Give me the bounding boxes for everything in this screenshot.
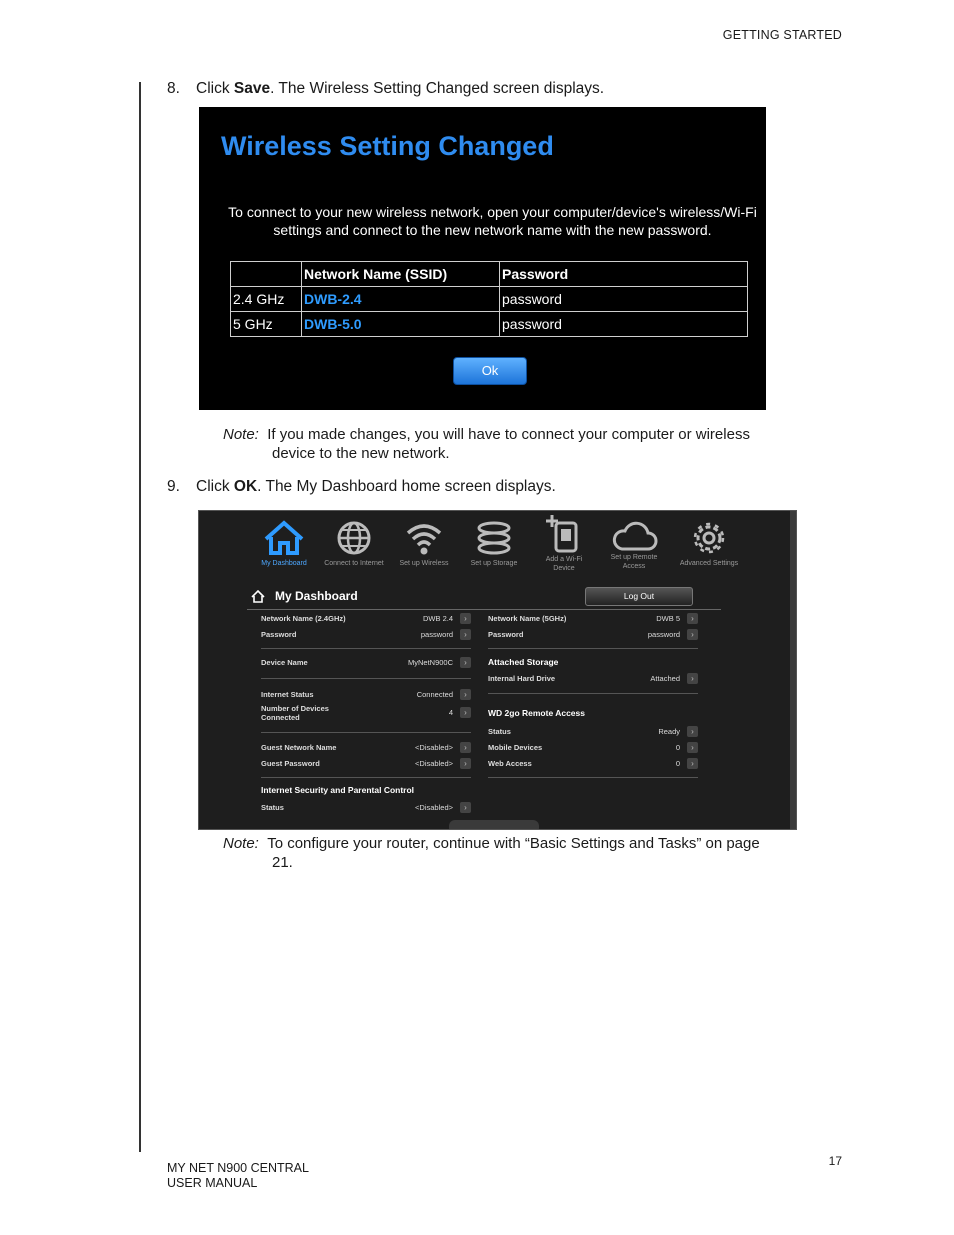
advanced-tab-partial [449, 820, 539, 830]
row-number-devices[interactable]: Number of Devices Connected 4 › [261, 704, 471, 724]
row-internet-status[interactable]: Internet Status Connected › [261, 690, 471, 702]
row-guest-password[interactable]: Guest Password <Disabled> › [261, 759, 471, 771]
wifi-icon [402, 519, 446, 557]
row-remote-status[interactable]: Status Ready › [488, 727, 698, 739]
row-password-24[interactable]: Password password › [261, 630, 471, 642]
footer-title: MY NET N900 CENTRAL USER MANUAL [167, 1161, 309, 1190]
chevron-right-icon: › [687, 613, 698, 624]
chevron-right-icon: › [687, 758, 698, 769]
note-2: Note: To configure your router, continue with “Basic Settings and Tasks” on page 21. [223, 835, 760, 871]
chevron-right-icon: › [687, 629, 698, 640]
logout-button[interactable]: Log Out [585, 587, 693, 606]
nav-setup-storage[interactable]: Set up Storage [459, 519, 529, 568]
dashboard-screen [198, 510, 797, 830]
row-network-24[interactable]: Network Name (2.4GHz) DWB 2.4 › [261, 614, 471, 626]
main-nav [249, 519, 739, 579]
row-internal-hard-drive[interactable]: Internal Hard Drive Attached › [488, 674, 698, 686]
note-1: Note: If you made changes, you will have to connect your computer or wireless device to the new network. [223, 426, 750, 462]
chevron-right-icon: › [687, 726, 698, 737]
gear-icon [687, 519, 731, 557]
chevron-right-icon: › [460, 629, 471, 640]
internet-security-title: Internet Security and Parental Control [261, 785, 415, 795]
chevron-right-icon: › [460, 689, 471, 700]
table-row: 5 GHz DWB-5.0 password [231, 312, 748, 337]
wd2go-title: WD 2go Remote Access [488, 708, 585, 718]
step-9: 9. Click OK. The My Dashboard home screen displays. [167, 478, 556, 495]
table-row: 2.4 GHz DWB-2.4 password [231, 287, 748, 312]
nav-advanced-settings[interactable]: Advanced Settings [669, 519, 749, 568]
wireless-setting-changed-screen [199, 107, 766, 410]
margin-rule [139, 82, 141, 1152]
nav-connect-internet[interactable]: Connect to Internet [319, 519, 389, 568]
row-security-status[interactable]: Status <Disabled> › [261, 803, 471, 815]
row-network-5[interactable]: Network Name (5GHz) DWB 5 › [488, 614, 698, 626]
row-mobile-devices[interactable]: Mobile Devices 0 › [488, 743, 698, 755]
chevron-right-icon: › [460, 657, 471, 668]
cloud-icon [610, 519, 658, 557]
nav-my-dashboard[interactable]: My Dashboard [249, 519, 319, 568]
globe-icon [332, 519, 376, 557]
home-small-icon [251, 590, 265, 603]
chevron-right-icon: › [460, 707, 471, 718]
running-header: GETTING STARTED [722, 28, 842, 42]
chevron-right-icon: › [460, 758, 471, 769]
step-8: 8. Click Save. The Wireless Setting Changed screen displays. [167, 80, 605, 97]
chevron-right-icon: › [460, 742, 471, 753]
attached-storage-title: Attached Storage [488, 657, 559, 667]
page-number: 17 [828, 1154, 842, 1168]
nav-add-wifi-device[interactable]: Add a Wi-Fi Device [529, 513, 599, 573]
row-web-access[interactable]: Web Access 0 › [488, 759, 698, 771]
nav-setup-wireless[interactable]: Set up Wireless [389, 519, 459, 568]
screen-message: To connect to your new wireless network, open your computer/device's wireless/Wi-Fi settings and connect to the new network name with the new password. [228, 204, 757, 238]
dashboard-title: My Dashboard [275, 589, 358, 603]
nav-setup-remote-access[interactable]: Set up Remote Access [599, 519, 669, 571]
ok-button[interactable]: Ok [453, 357, 527, 385]
network-table [230, 261, 748, 337]
home-icon [262, 519, 306, 557]
table-header-row: Network Name (SSID) Password [231, 262, 748, 287]
screen-title: Wireless Setting Changed [221, 131, 554, 161]
chevron-right-icon: › [687, 673, 698, 684]
row-device-name[interactable]: Device Name MyNetN900C › [261, 658, 471, 670]
chevron-right-icon: › [460, 613, 471, 624]
chevron-right-icon: › [687, 742, 698, 753]
chevron-right-icon: › [460, 802, 471, 813]
row-guest-network-name[interactable]: Guest Network Name <Disabled> › [261, 743, 471, 755]
storage-disks-icon [472, 519, 516, 557]
add-device-icon [542, 513, 586, 553]
row-password-5[interactable]: Password password › [488, 630, 698, 642]
